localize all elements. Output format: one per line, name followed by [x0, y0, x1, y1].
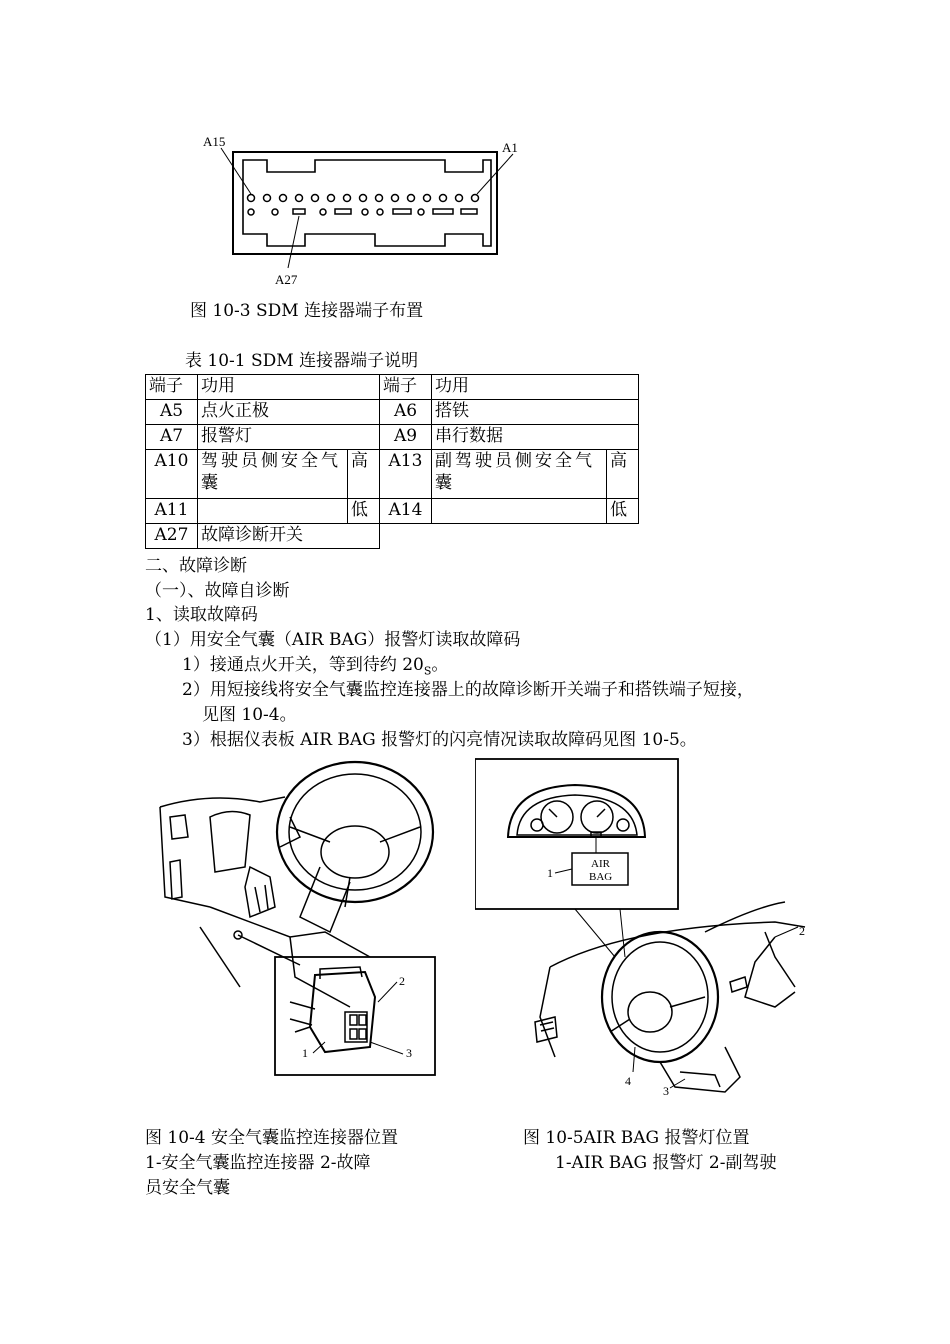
fig-10-5-label-1: 1	[547, 866, 553, 880]
section-heading: 二、故障诊断	[145, 556, 247, 576]
fig-10-3-caption: 图 10-3 SDM 连接器端子布置	[190, 301, 424, 321]
table-row	[146, 400, 639, 425]
terminal-cell: A10	[146, 450, 198, 499]
step-2-cont: 见图 10-4。	[202, 705, 297, 725]
terminal-cell: A5	[146, 400, 198, 425]
fig-10-5-label-3: 3	[663, 1084, 669, 1098]
fig-10-4-legend-cont: 员安全气囊	[145, 1178, 230, 1198]
terminal-cell: A13	[380, 450, 432, 499]
table-row	[146, 499, 639, 524]
item-heading: 1、读取故障码	[145, 605, 258, 625]
subsection-heading: （一）、故障自诊断	[145, 581, 290, 601]
step-1-text: 1）接通点火开关，等到待约 20	[182, 655, 424, 675]
function-cell	[198, 450, 348, 499]
table-row	[146, 524, 639, 549]
table-row	[146, 450, 639, 499]
level-cell: 高	[607, 450, 639, 499]
table-header-row	[146, 375, 639, 400]
empty-cell	[380, 524, 639, 549]
fig-10-5-caption: 图 10-5AIR BAG 报警灯位置	[523, 1128, 750, 1148]
function-cell: 故障诊断开关	[198, 524, 380, 549]
lamp-text-air: AIR	[591, 858, 610, 870]
step-3: 3）根据仪表板 AIR BAG 报警灯的闪亮情况读取故障码见图 10-5。	[182, 730, 697, 750]
terminal-table	[145, 374, 639, 549]
fig-10-4-caption: 图 10-4 安全气囊监控连接器位置	[145, 1128, 398, 1148]
table-row	[146, 425, 639, 450]
fig-10-4-label-3: 3	[406, 1046, 412, 1060]
function-cell	[198, 499, 348, 524]
fig-10-4-label-1: 1	[302, 1046, 308, 1060]
function-cell	[432, 499, 607, 524]
sdm-connector-diagram	[195, 130, 525, 295]
label-a27: A27	[275, 272, 298, 287]
terminal-cell: A6	[380, 400, 432, 425]
terminal-cell: A14	[380, 499, 432, 524]
label-a1: A1	[502, 140, 518, 155]
header-cell: 功用	[432, 375, 639, 400]
terminal-cell: A11	[146, 499, 198, 524]
paragraph: （1）用安全气囊（AIR BAG）报警灯读取故障码	[145, 630, 521, 650]
terminal-cell: A27	[146, 524, 198, 549]
function-text-cont: 囊	[201, 473, 218, 493]
function-cell: 串行数据	[432, 425, 639, 450]
function-cell: 报警灯	[198, 425, 380, 450]
step-2: 2）用短接线将安全气囊监控连接器上的故障诊断开关端子和搭铁端子短接，	[182, 680, 754, 700]
table-10-1-title: 表 10-1 SDM 连接器端子说明	[185, 351, 419, 371]
level-cell: 高	[347, 450, 379, 499]
fig-10-5-legend: 1-AIR BAG 报警灯 2-副驾驶	[555, 1153, 777, 1173]
function-cell	[432, 450, 607, 499]
step-1-end: 。	[431, 655, 449, 675]
fig-10-5-label-2: 2	[799, 924, 805, 938]
fig-10-4-legend: 1-安全气囊监控连接器 2-故障	[145, 1153, 371, 1173]
step-1-subscript: S	[423, 664, 432, 678]
function-cell: 点火正极	[198, 400, 380, 425]
terminal-cell: A9	[380, 425, 432, 450]
fig-10-5-label-4: 4	[625, 1074, 631, 1088]
airbag-connector-location-figure	[150, 757, 450, 1097]
terminal-cell: A7	[146, 425, 198, 450]
function-text-cont: 囊	[435, 473, 452, 493]
lamp-text-bag: BAG	[589, 871, 613, 883]
level-cell: 低	[347, 499, 379, 524]
header-cell: 端子	[146, 375, 198, 400]
header-cell: 功用	[198, 375, 380, 400]
label-a15: A15	[203, 134, 226, 149]
function-cell: 搭铁	[432, 400, 639, 425]
header-cell: 端子	[380, 375, 432, 400]
function-text: 驾驶员侧安全气	[201, 451, 341, 471]
level-cell: 低	[607, 499, 639, 524]
function-text: 副驾驶员侧安全气	[435, 451, 595, 471]
fig-10-4-label-2: 2	[399, 974, 405, 988]
airbag-lamp-location-figure	[475, 757, 815, 1102]
